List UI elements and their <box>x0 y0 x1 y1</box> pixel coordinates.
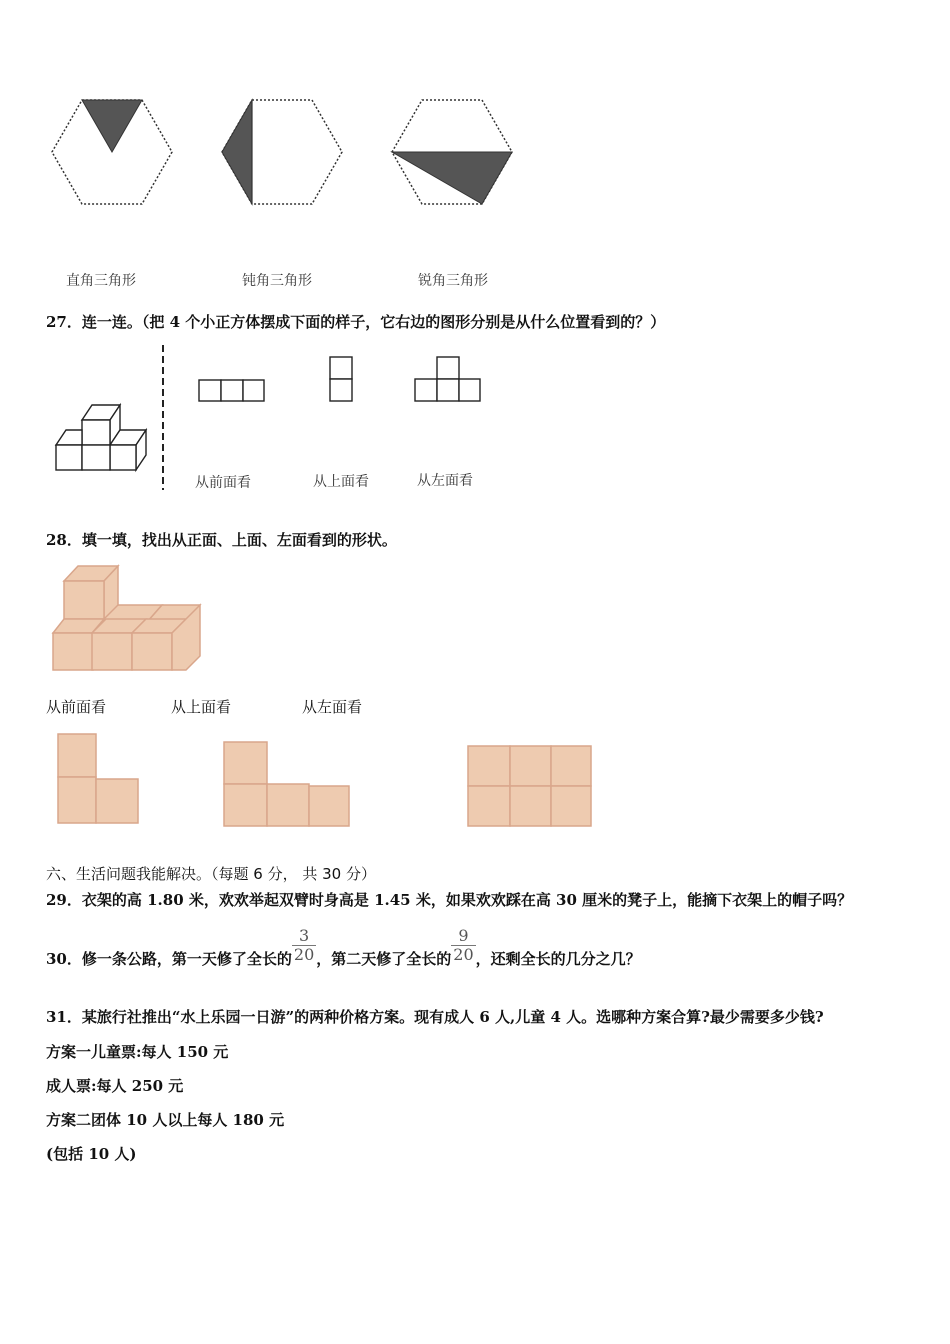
q28-label-top: 从上面看 <box>171 698 232 716</box>
hexagon-label-obtuse: 钝角三角形 <box>242 273 312 289</box>
question-31-text: 31．某旅行社推出“水上乐园一日游”的两种价格方案。现有成人 6 人,儿童 4 人。选哪种方案合算?最少需要多少钱? <box>46 1008 824 1026</box>
fraction-9-20 <box>451 927 475 964</box>
fraction-2-numerator: 9 <box>458 926 469 945</box>
q27-label-top: 从上面看 <box>313 474 369 490</box>
fraction-1-numerator: 3 <box>298 926 310 945</box>
q27-view-three-in-row <box>198 379 266 403</box>
q27-view-t-shape <box>414 356 482 403</box>
q31-plan-two-group: 方案二团体 10 人以上每人 180 元 <box>46 1111 285 1129</box>
question-28-text: 28．填一填，找出从正面、上面、左面看到的形状。 <box>46 531 397 549</box>
q28-cube-stack-figure <box>50 563 205 673</box>
q28-view-left-shape <box>466 744 594 828</box>
question-27-text: 27．连一连。（把 4 个小正方体摆成下面的样子，它右边的图形分别是从什么位置看到的？） <box>46 313 666 331</box>
q31-plan-one-adult: 成人票:每人 250 元 <box>46 1077 184 1095</box>
q31-plan-two-note: (包括 10 人) <box>46 1145 137 1163</box>
q28-label-front: 从前面看 <box>46 698 107 716</box>
question-30-suffix: ，还剩全长的几分之几？ <box>475 950 641 968</box>
hexagon-acute-triangle-figure <box>390 97 515 207</box>
q27-label-front: 从前面看 <box>195 475 251 491</box>
hexagon-label-right: 直角三角形 <box>66 273 136 289</box>
q31-plan-one-child: 方案一儿童票:每人 150 元 <box>46 1043 229 1061</box>
fraction-2-denominator: 20 <box>453 945 474 964</box>
q28-label-left: 从左面看 <box>302 698 363 716</box>
fraction-3-20 <box>292 927 316 964</box>
q28-view-top-shape <box>222 741 352 829</box>
q27-cube-stack-figure <box>54 400 149 475</box>
question-30-middle: ，第二天修了全长的 <box>316 950 452 968</box>
q27-label-left: 从左面看 <box>417 473 473 489</box>
section-6-heading: 六、生活问题我能解决。（每题 6 分， 共 30 分） <box>46 865 376 883</box>
hexagon-obtuse-triangle-figure <box>220 97 345 207</box>
question-30-prefix: 30．修一条公路，第一天修了全长的 <box>46 950 292 968</box>
q27-dashed-divider <box>160 345 166 490</box>
question-29-text: 29．衣架的高 1.80 米，欢欢举起双臂时身高是 1.45 米，如果欢欢踩在高 30 厘米的凳子上，能摘下衣架上的帽子吗？ <box>46 891 853 909</box>
q27-view-two-stacked <box>329 356 354 403</box>
fraction-1-denominator: 20 <box>293 945 315 964</box>
q28-view-front-shape <box>56 733 142 825</box>
hexagon-right-triangle-figure <box>50 97 175 207</box>
hexagon-label-acute: 锐角三角形 <box>418 273 488 289</box>
question-30-line <box>46 922 641 969</box>
